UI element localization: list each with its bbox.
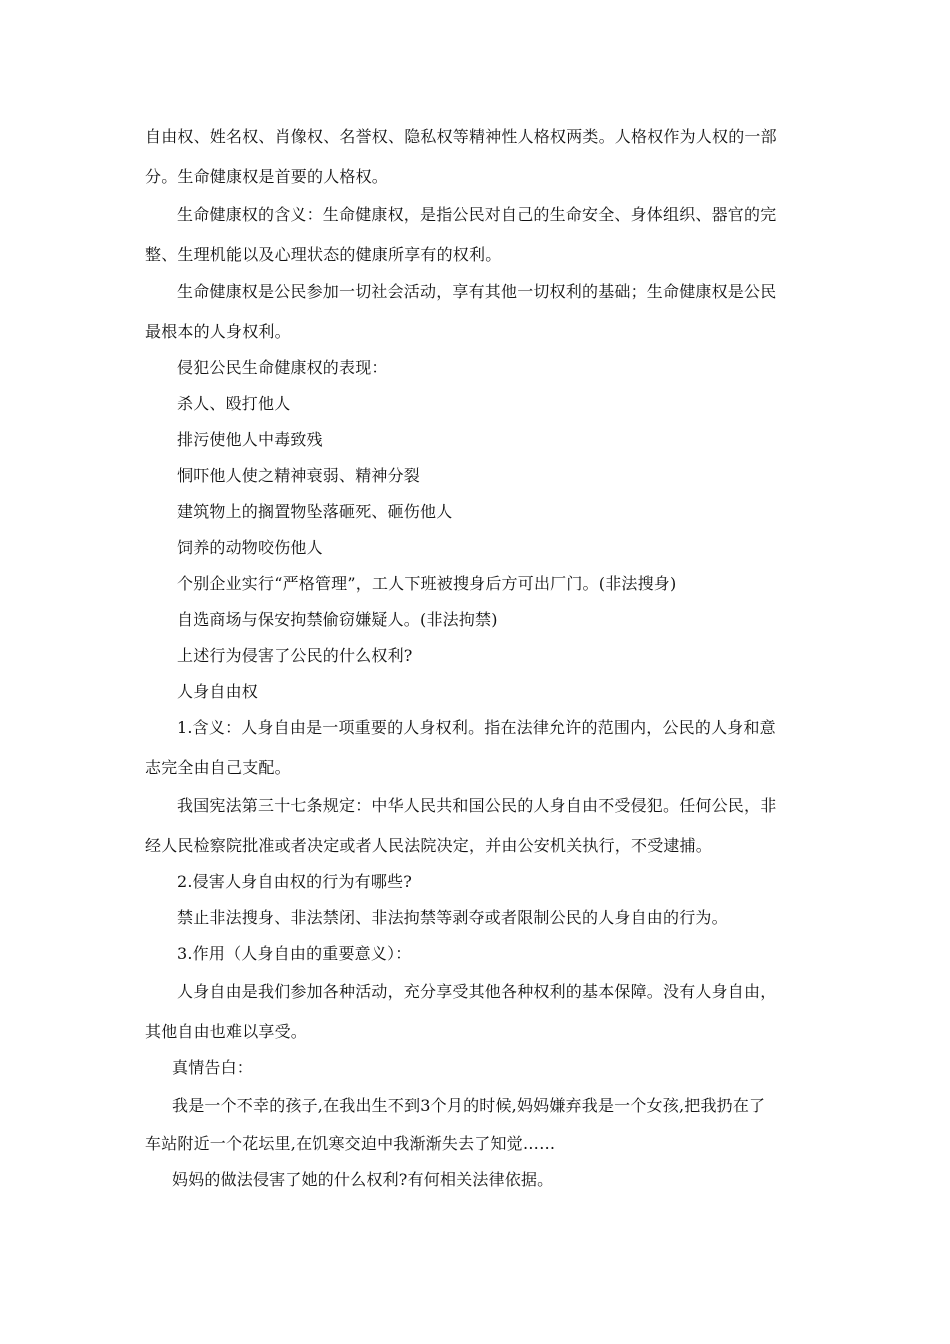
text-line: 我是一个不幸的孩子,在我出生不到3个月的时候,妈妈嫌弃我是一个女孩,把我扔在了	[172, 1096, 766, 1115]
text-line: 分。生命健康权是首要的人格权。	[145, 167, 389, 186]
text-line: 生命健康权是公民参加一切社会活动，享有其他一切权利的基础；生命健康权是公民	[177, 282, 777, 301]
text-line: 妈妈的做法侵害了她的什么权利?有何相关法律依据。	[172, 1170, 554, 1189]
text-line: 侵犯公民生命健康权的表现：	[177, 358, 388, 377]
text-line: 自选商场与保安拘禁偷窃嫌疑人。(非法拘禁)	[177, 610, 498, 629]
text-line: 排污使他人中毒致残	[177, 430, 323, 449]
text-line: 真情告白：	[172, 1058, 254, 1077]
text-line: 最根本的人身权利。	[145, 322, 291, 341]
text-line: 我国宪法第三十七条规定：中华人民共和国公民的人身自由不受侵犯。任何公民，非	[177, 796, 777, 815]
text-line: 生命健康权的含义：生命健康权，是指公民对自己的生命安全、身体组织、器官的完	[177, 205, 777, 224]
section-heading: 人身自由权	[177, 682, 259, 701]
text-line: 2.侵害人身自由权的行为有哪些?	[177, 872, 413, 891]
text-line: 恫吓他人使之精神衰弱、精神分裂	[177, 466, 421, 485]
text-line: 其他自由也难以享受。	[145, 1022, 308, 1041]
text-line: 自由权、姓名权、肖像权、名誉权、隐私权等精神性人格权两类。人格权作为人权的一部	[145, 127, 777, 146]
text-line: 饲养的动物咬伤他人	[177, 538, 323, 557]
text-line: 建筑物上的搁置物坠落砸死、砸伤他人	[177, 502, 453, 521]
text-line: 杀人、殴打他人	[177, 394, 291, 413]
text-line: 个别企业实行“严格管理”，工人下班被搜身后方可出厂门。(非法搜身)	[177, 574, 677, 593]
text-line: 上述行为侵害了公民的什么权利?	[177, 646, 413, 665]
text-line: 禁止非法搜身、非法禁闭、非法拘禁等剥夺或者限制公民的人身自由的行为。	[177, 908, 728, 927]
text-line: 1.含义：人身自由是一项重要的人身权利。指在法律允许的范围内，公民的人身和意	[177, 718, 776, 737]
text-line: 3.作用（人身自由的重要意义）：	[177, 944, 412, 963]
text-line: 经人民检察院批准或者决定或者人民法院决定，并由公安机关执行，不受逮捕。	[145, 836, 713, 855]
text-line: 人身自由是我们参加各种活动，充分享受其他各种权利的基本保障。没有人身自由，	[177, 982, 777, 1001]
text-line: 志完全由自己支配。	[145, 758, 291, 777]
text-line: 车站附近一个花坛里,在饥寒交迫中我渐渐失去了知觉……	[145, 1134, 556, 1153]
text-line: 整、生理机能以及心理状态的健康所享有的权利。	[145, 245, 502, 264]
